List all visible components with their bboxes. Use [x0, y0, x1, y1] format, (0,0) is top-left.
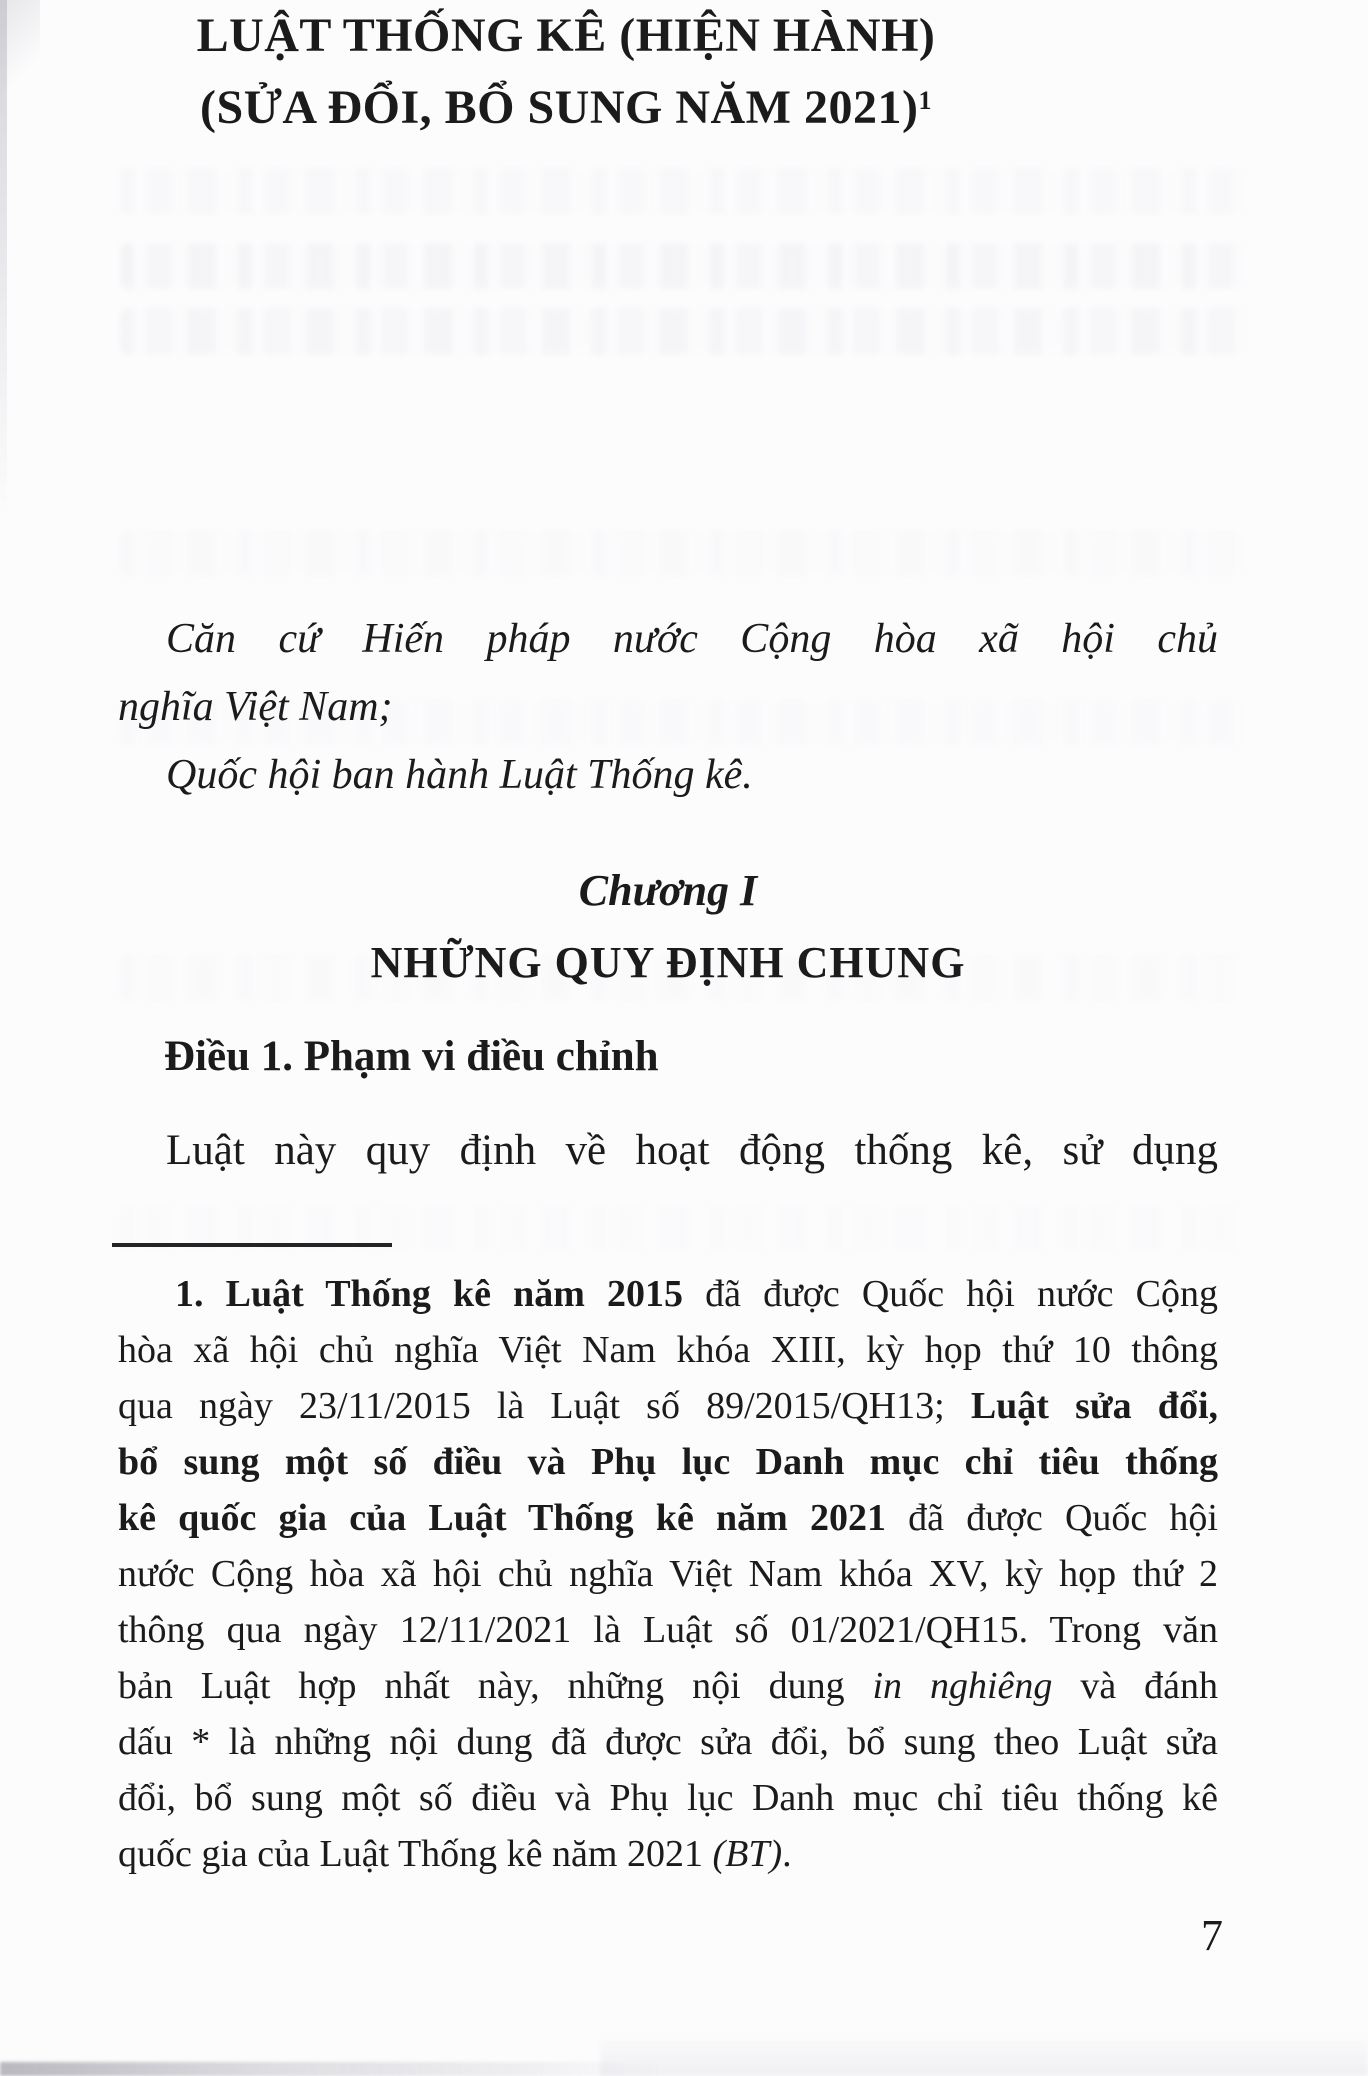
chapter-heading: Chương I — [578, 866, 758, 915]
document-title — [0, 0, 1132, 144]
article-heading: Điều 1. Phạm vi điều chỉnh — [164, 1033, 659, 1080]
article-body-line: Luật này quy định về hoạt động thống kê, sử dụng — [166, 1127, 1218, 1174]
footnote-line: nước Cộng hòa xã hội chủ nghĩa Việt Nam khóa XV, kỳ họp thứ 2 — [118, 1553, 1218, 1595]
footnote-line: dấu * là những nội dung đã được sửa đổi, bổ sung theo Luật sửa — [118, 1721, 1218, 1763]
bleedthrough-artifact — [120, 308, 1248, 354]
footnote-line: qua ngày 23/11/2015 là Luật số 89/2015/QH13; Luật sửa đổi, — [118, 1385, 1219, 1427]
footnote-line: thông qua ngày 12/11/2021 là Luật số 01/2021/QH15. Trong văn — [118, 1609, 1218, 1651]
footnote-line: kê quốc gia của Luật Thống kê năm 2021 đã được Quốc hội — [118, 1497, 1218, 1539]
document-title-line2: (SỬA ĐỔI, BỔ SUNG NĂM 2021)$^1$ — [200, 81, 932, 134]
bleedthrough-artifact — [120, 530, 1248, 576]
scan-smudge-artifact — [0, 2062, 660, 2076]
bleedthrough-artifact — [120, 168, 1248, 214]
footnote — [118, 1266, 1218, 1882]
preamble-line-2: nghĩa Việt Nam; — [118, 684, 393, 730]
footnote-line: bổ sung một số điều và Phụ lục Danh mục chỉ tiêu thống — [118, 1441, 1218, 1483]
footnote-separator — [112, 1243, 392, 1247]
footnote-line: hòa xã hội chủ nghĩa Việt Nam khóa XIII, kỳ họp thứ 10 thông — [118, 1329, 1218, 1371]
footnote-line: đổi, bổ sung một số điều và Phụ lục Danh mục chỉ tiêu thống kê — [118, 1777, 1218, 1819]
footnote-line: bản Luật hợp nhất này, những nội dung in nghiêng và đánh — [118, 1665, 1219, 1707]
preamble-line-1: Căn cứ Hiến pháp nước Cộng hòa xã hội chủ — [166, 616, 1218, 662]
scan-edge-artifact — [0, 0, 7, 520]
scan-haze-artifact — [600, 2030, 1368, 2076]
footnote-reference: 1 — [918, 86, 932, 115]
preamble-line-3: Quốc hội ban hành Luật Thống kê. — [166, 752, 753, 798]
document-title-line1: LUẬT THỐNG KÊ (HIỆN HÀNH) — [196, 9, 936, 62]
chapter-title: NHỮNG QUY ĐỊNH CHUNG — [370, 938, 966, 987]
footnote-line: 1. Luật Thống kê năm 2015 đã được Quốc hội nước Cộng — [175, 1273, 1218, 1315]
bleedthrough-artifact — [120, 243, 1248, 289]
page-number: 7 — [1201, 1911, 1223, 1960]
footnote-line: quốc gia của Luật Thống kê năm 2021 (BT). — [118, 1833, 792, 1875]
